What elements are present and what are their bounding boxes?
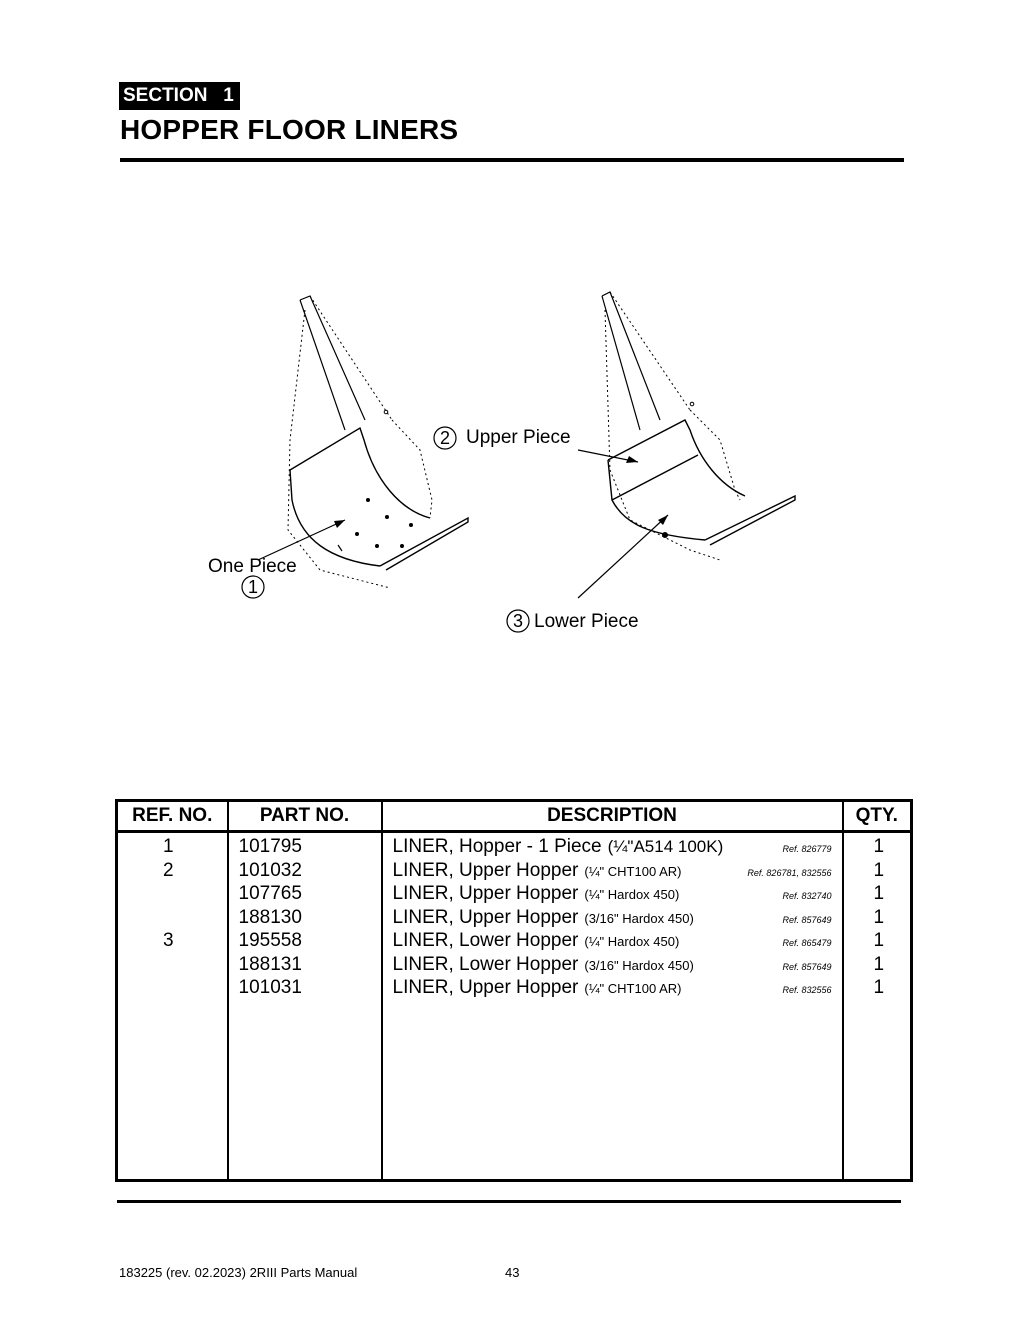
part-no-column (228, 832, 382, 1181)
callout-1-label: One Piece (208, 556, 297, 577)
part-no: 101795 (238, 836, 302, 857)
callout-3-number: 3 (512, 611, 524, 631)
parts-table (115, 799, 913, 1182)
part-no: 101032 (238, 859, 302, 881)
description-text: LINER, Upper Hopper (392, 977, 579, 998)
section-badge: SECTION 1 (119, 82, 240, 110)
qty: 1 (873, 930, 885, 951)
description-ref-note: Ref. 832556 (782, 985, 832, 995)
qty: 1 (873, 883, 885, 904)
description-spec: (¼" Hardox 450) (584, 934, 680, 949)
description-line (383, 929, 842, 953)
part-no: 188130 (238, 906, 302, 928)
parts-table-body (117, 832, 912, 1181)
description-spec: (¼" CHT100 AR) (584, 863, 682, 879)
description-ref-note: Ref. 832740 (782, 891, 832, 901)
description-ref-note: Ref. 857649 (782, 961, 832, 972)
col-header-part-no: PART NO. (228, 801, 382, 832)
ref-no (118, 906, 227, 930)
description-ref-note: Ref. 857649 (782, 914, 832, 925)
description-text: LINER, Hopper - 1 Piece (392, 836, 602, 857)
description-text: LINER, Upper Hopper (392, 906, 579, 928)
callout-3-label: Lower Piece (534, 611, 639, 632)
ref-no (118, 953, 227, 977)
page-number: 43 (505, 1265, 520, 1280)
description-ref-note: Ref. 826781, 832556 (747, 867, 832, 878)
parts-table-header (117, 801, 912, 832)
ref-no-column (117, 832, 228, 1181)
callout-2-label: Upper Piece (466, 427, 571, 448)
qty-column (843, 832, 912, 1181)
description-text: LINER, Upper Hopper (392, 859, 579, 881)
callout-1-number: 1 (247, 577, 259, 597)
description-spec: (¼"A514 100K) (607, 837, 724, 856)
ref-no: 3 (162, 930, 174, 951)
description-spec: (3/16" Hardox 450) (584, 910, 694, 926)
page-title: HOPPER FLOOR LINERS (120, 114, 459, 145)
part-no: 188131 (238, 953, 302, 975)
qty: 1 (873, 977, 885, 998)
ref-no (118, 882, 227, 906)
ref-no: 2 (162, 859, 174, 881)
col-header-description: DESCRIPTION (382, 801, 843, 832)
footer-document-info: 183225 (rev. 02.2023) 2RIII Parts Manual (119, 1265, 358, 1280)
part-no: 101031 (238, 977, 302, 998)
description-ref-note: Ref. 826779 (782, 844, 832, 854)
ref-no: 1 (162, 836, 174, 857)
description-text: LINER, Lower Hopper (392, 953, 579, 975)
description-line (383, 976, 842, 1000)
description-column (382, 832, 843, 1181)
part-no: 107765 (238, 883, 302, 904)
description-spec: (¼" Hardox 450) (584, 887, 680, 902)
col-header-ref-no: REF. NO. (117, 801, 228, 832)
qty: 1 (873, 859, 885, 881)
description-line (383, 953, 842, 977)
footer-divider (117, 1200, 901, 1203)
description-text: LINER, Lower Hopper (392, 930, 579, 951)
qty: 1 (873, 836, 885, 857)
two-piece-hopper-drawing (602, 292, 795, 560)
qty: 1 (873, 906, 885, 928)
description-line (383, 882, 842, 906)
description-spec: (¼" CHT100 AR) (584, 981, 682, 996)
col-header-qty: QTY. (843, 801, 912, 832)
part-no: 195558 (238, 930, 302, 951)
description-spec: (3/16" Hardox 450) (584, 957, 694, 973)
description-line (383, 859, 842, 883)
description-text: LINER, Upper Hopper (392, 883, 579, 904)
qty: 1 (873, 953, 885, 975)
description-line (383, 906, 842, 930)
callout-2-number: 2 (439, 428, 451, 448)
description-ref-note: Ref. 865479 (782, 938, 832, 948)
ref-no (118, 976, 227, 1000)
description-line (383, 835, 842, 859)
